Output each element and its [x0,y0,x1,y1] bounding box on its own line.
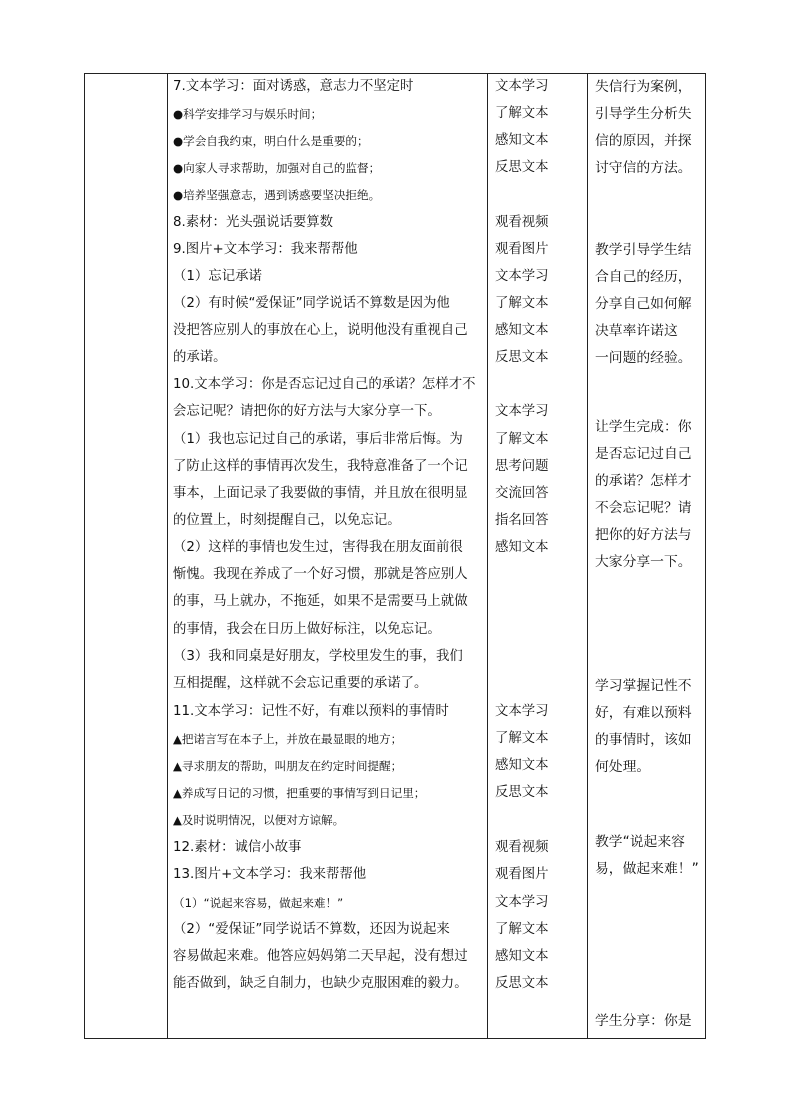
intent-line: 的承诺？怎样才 [595,473,692,489]
method-line: 感知文本 [495,540,549,555]
content-line: （2）有时候“爱保证”同学说话不算数是因为他 [173,296,450,311]
method-line: 了解文本 [495,296,549,311]
intent-line: 引导学生分析失 [595,106,692,122]
intent-line: 让学生完成：你 [595,419,692,435]
method-line: 观看视频 [495,215,549,230]
column-divider [487,74,488,1038]
intent-line: 学习掌握记性不 [595,678,692,694]
content-line: 的位置上，时刻提醒自己，以免忘记。 [173,513,401,528]
content-line: 惭愧。我现在养成了一个好习惯，那就是答应别人 [173,567,468,582]
method-line: 文本学习 [495,79,549,94]
intent-line: 失信行为案例， [595,79,692,95]
content-line: ●学会自我约束，明白什么是重要的； [173,134,369,148]
intent-line: 的事情时，该如 [595,732,692,748]
content-line: 的承诺。 [173,350,227,365]
method-line: 反思文本 [495,160,549,175]
method-line: 观看图片 [495,867,549,882]
method-line: 文本学习 [495,269,549,284]
intent-line: 把你的好方法与 [595,527,692,543]
method-line: 文本学习 [495,704,549,719]
content-line: ●向家人寻求帮助，加强对自己的监督； [173,161,381,175]
method-line: 感知文本 [495,323,549,338]
method-line: 了解文本 [495,731,549,746]
intent-line: 大家分享一下。 [595,554,692,570]
content-line: ▲寻求朋友的帮助，叫朋友在约定时间提醒； [173,759,403,773]
content-line: （2）这样的事情也发生过，害得我在朋友面前很 [173,540,463,555]
content-line: 10.文本学习：你是否忘记过自己的承诺？怎样才不 [173,377,476,392]
method-line: 观看视频 [495,840,549,855]
content-line: 互相提醒，这样就不会忘记重要的承诺了。 [173,676,428,691]
content-line: ●培养坚强意志，遇到诱惑要坚决拒绝。 [173,188,381,202]
content-line: 没把答应别人的事放在心上，说明他没有重视自己 [173,323,468,338]
intent-line: 信的原因，并探 [595,133,692,149]
content-line: （2）“爱保证”同学说话不算数，还因为说起来 [173,922,450,937]
intent-line: 易，做起来难！” [595,861,699,877]
intent-line: 学生分享：你是 [595,1013,692,1029]
method-line: 思考问题 [495,459,549,474]
intent-line: 是否忘记过自己 [595,446,692,462]
content-line: ▲及时说明情况，以便对方谅解。 [173,813,345,827]
method-line: 文本学习 [495,404,549,419]
intent-line: 一问题的经验。 [595,350,692,366]
method-line: 了解文本 [495,106,549,121]
method-line: 感知文本 [495,758,549,773]
content-line: 11.文本学习：记性不好，有难以预料的事情时 [173,704,449,719]
lesson-plan-table [84,73,706,1039]
column-divider [167,74,168,1038]
content-line: （1）“说起来容易，做起来难！” [173,896,344,910]
content-line: 的事，马上就办，不拖延，如果不是需要马上就做 [173,594,468,609]
content-line: （1）我也忘记过自己的承诺，事后非常后悔。为 [173,432,463,447]
content-line: 事本，上面记录了我要做的事情，并且放在很明显 [173,486,468,501]
intent-line: 合自己的经历， [595,269,692,285]
method-line: 反思文本 [495,350,549,365]
intent-line: 何处理。 [595,759,651,775]
content-line: 了防止这样的事情再次发生，我特意准备了一个记 [173,459,468,474]
content-line: （1）忘记承诺 [173,269,262,284]
method-line: 感知文本 [495,133,549,148]
content-line: 容易做起来难。他答应妈妈第二天早起，没有想过 [173,949,468,964]
method-line: 反思文本 [495,976,549,991]
intent-line: 决草率许诺这 [595,323,678,339]
method-line: 观看图片 [495,242,549,257]
content-line: 12.素材：诚信小故事 [173,840,302,855]
content-line: 的事情，我会在日历上做好标注，以免忘记。 [173,622,441,637]
content-line: ●科学安排学习与娱乐时间； [173,107,323,121]
column-divider [587,74,588,1038]
content-line: 8.素材：光头强说话要算数 [173,215,334,230]
content-line: 会忘记呢？请把你的好方法与大家分享一下。 [173,404,441,419]
content-line: （3）我和同桌是好朋友，学校里发生的事，我们 [173,649,463,664]
method-line: 文本学习 [495,895,549,910]
intent-line: 教学“说起来容 [595,834,685,850]
method-line: 指名回答 [495,513,549,528]
content-line: ▲把诺言写在本子上，并放在最显眼的地方； [173,732,403,746]
intent-line: 教学引导学生结 [595,242,692,258]
method-line: 交流回答 [495,486,549,501]
content-line: 7.文本学习：面对诱惑，意志力不坚定时 [173,79,414,94]
content-line: ▲养成写日记的习惯，把重要的事情写到日记里； [173,786,426,800]
content-line: 13.图片+文本学习：我来帮帮他 [173,867,367,882]
method-line: 了解文本 [495,432,549,447]
intent-line: 好，有难以预料 [595,705,692,721]
method-line: 了解文本 [495,922,549,937]
intent-line: 不会忘记呢？请 [595,500,692,516]
method-line: 感知文本 [495,949,549,964]
content-line: 能否做到，缺乏自制力，也缺少克服困难的毅力。 [173,976,468,991]
intent-line: 讨守信的方法。 [595,160,692,176]
method-line: 反思文本 [495,785,549,800]
intent-line: 分享自己如何解 [595,296,692,312]
content-line: 9.图片+文本学习：我来帮帮他 [173,242,358,257]
